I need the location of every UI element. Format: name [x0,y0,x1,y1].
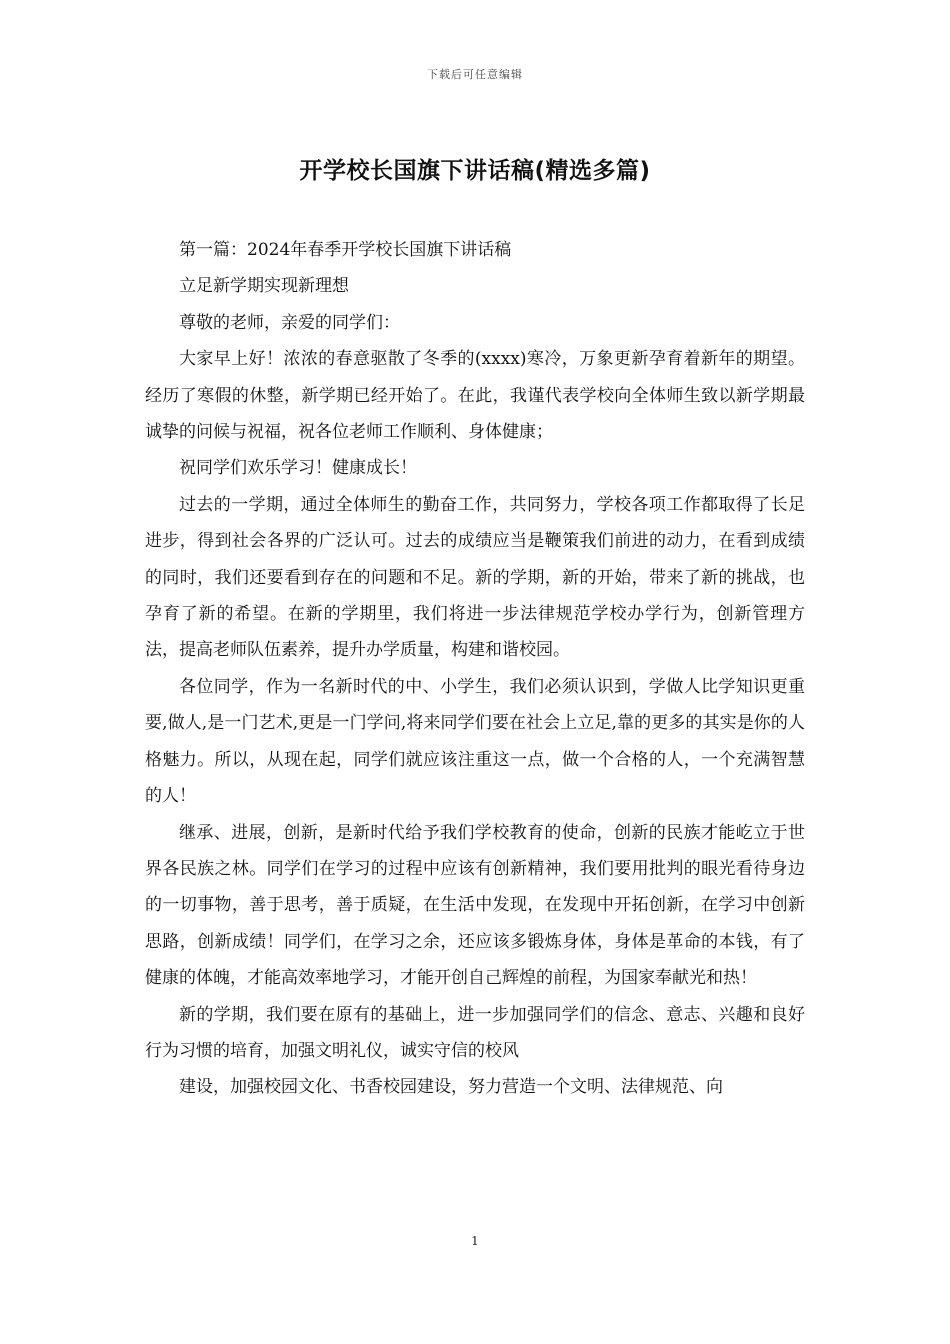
document-title: 开学校长国旗下讲话稿(精选多篇) [299,158,651,184]
paragraph: 尊敬的老师，亲爱的同学们： [179,312,400,333]
paragraph: 过去的一学期，通过全体师生的勤奋工作，共同努力，学校各项工作都取得了长足进步，得到社会各界的广泛认可。过去的成绩应当是鞭策我们前进的动力，在看到成绩的同时，我们还要看到存在的问题和不足。新的学期，新的开始，带来了新的挑战，也孕育了新的希望。在新的学期里，我们将进一步法律规范学校办学行为，创新管理方法，提高老师队伍素养，提升办学质量，构建和谐校园。 [145,494,805,661]
document-body [145,232,805,1106]
page-number: 1 [471,1234,479,1248]
paragraph: 立足新学期实现新理想 [179,276,349,297]
paragraph: 建设，加强校园文化、书香校园建设，努力营造一个文明、法律规范、向 [179,1077,723,1098]
paragraph: 各位同学，作为一名新时代的中、小学生，我们必须认识到，学做人比学知识更重要,做人,是一门艺术,更是一门学问,将来同学们要在社会上立足,靠的更多的其实是你的人格魅力。所以，从现在起，同学们就应该注重这一点，做一个合格的人，一个充满智慧的人！ [145,676,805,807]
paragraph: 第一篇：2024年春季开学校长国旗下讲话稿 [179,240,512,260]
paragraph: 新的学期，我们要在原有的基础上，进一步加强同学们的信念、意志、兴趣和良好行为习惯的培育，加强文明礼仪，诚实守信的校风 [145,1004,805,1061]
paragraph: 大家早上好！浓浓的春意驱散了冬季的(xxxx)寒冷，万象更新孕育着新年的期望。经历了寒假的休整，新学期已经开始了。在此，我谨代表学校向全体师生致以新学期最诚挚的问候与祝福，祝各位老师工作顺利、身体健康； [145,349,805,443]
paragraph: 祝同学们欢乐学习！健康成长！ [179,458,417,479]
paragraph: 继承、进展，创新，是新时代给予我们学校教育的使命，创新的民族才能屹立于世界各民族之林。同学们在学习的过程中应该有创新精神，我们要用批判的眼光看待身边的一切事物，善于思考，善于质疑，在生活中发现，在发现中开拓创新，在学习中创新思路，创新成绩！同学们，在学习之余，还应该多锻炼身体，身体是革命的本钱，有了健康的体魄，才能高效率地学习，才能开创自己辉煌的前程，为国家奉献光和热！ [145,822,805,989]
header-note: 下载后可任意编辑 [427,68,523,81]
